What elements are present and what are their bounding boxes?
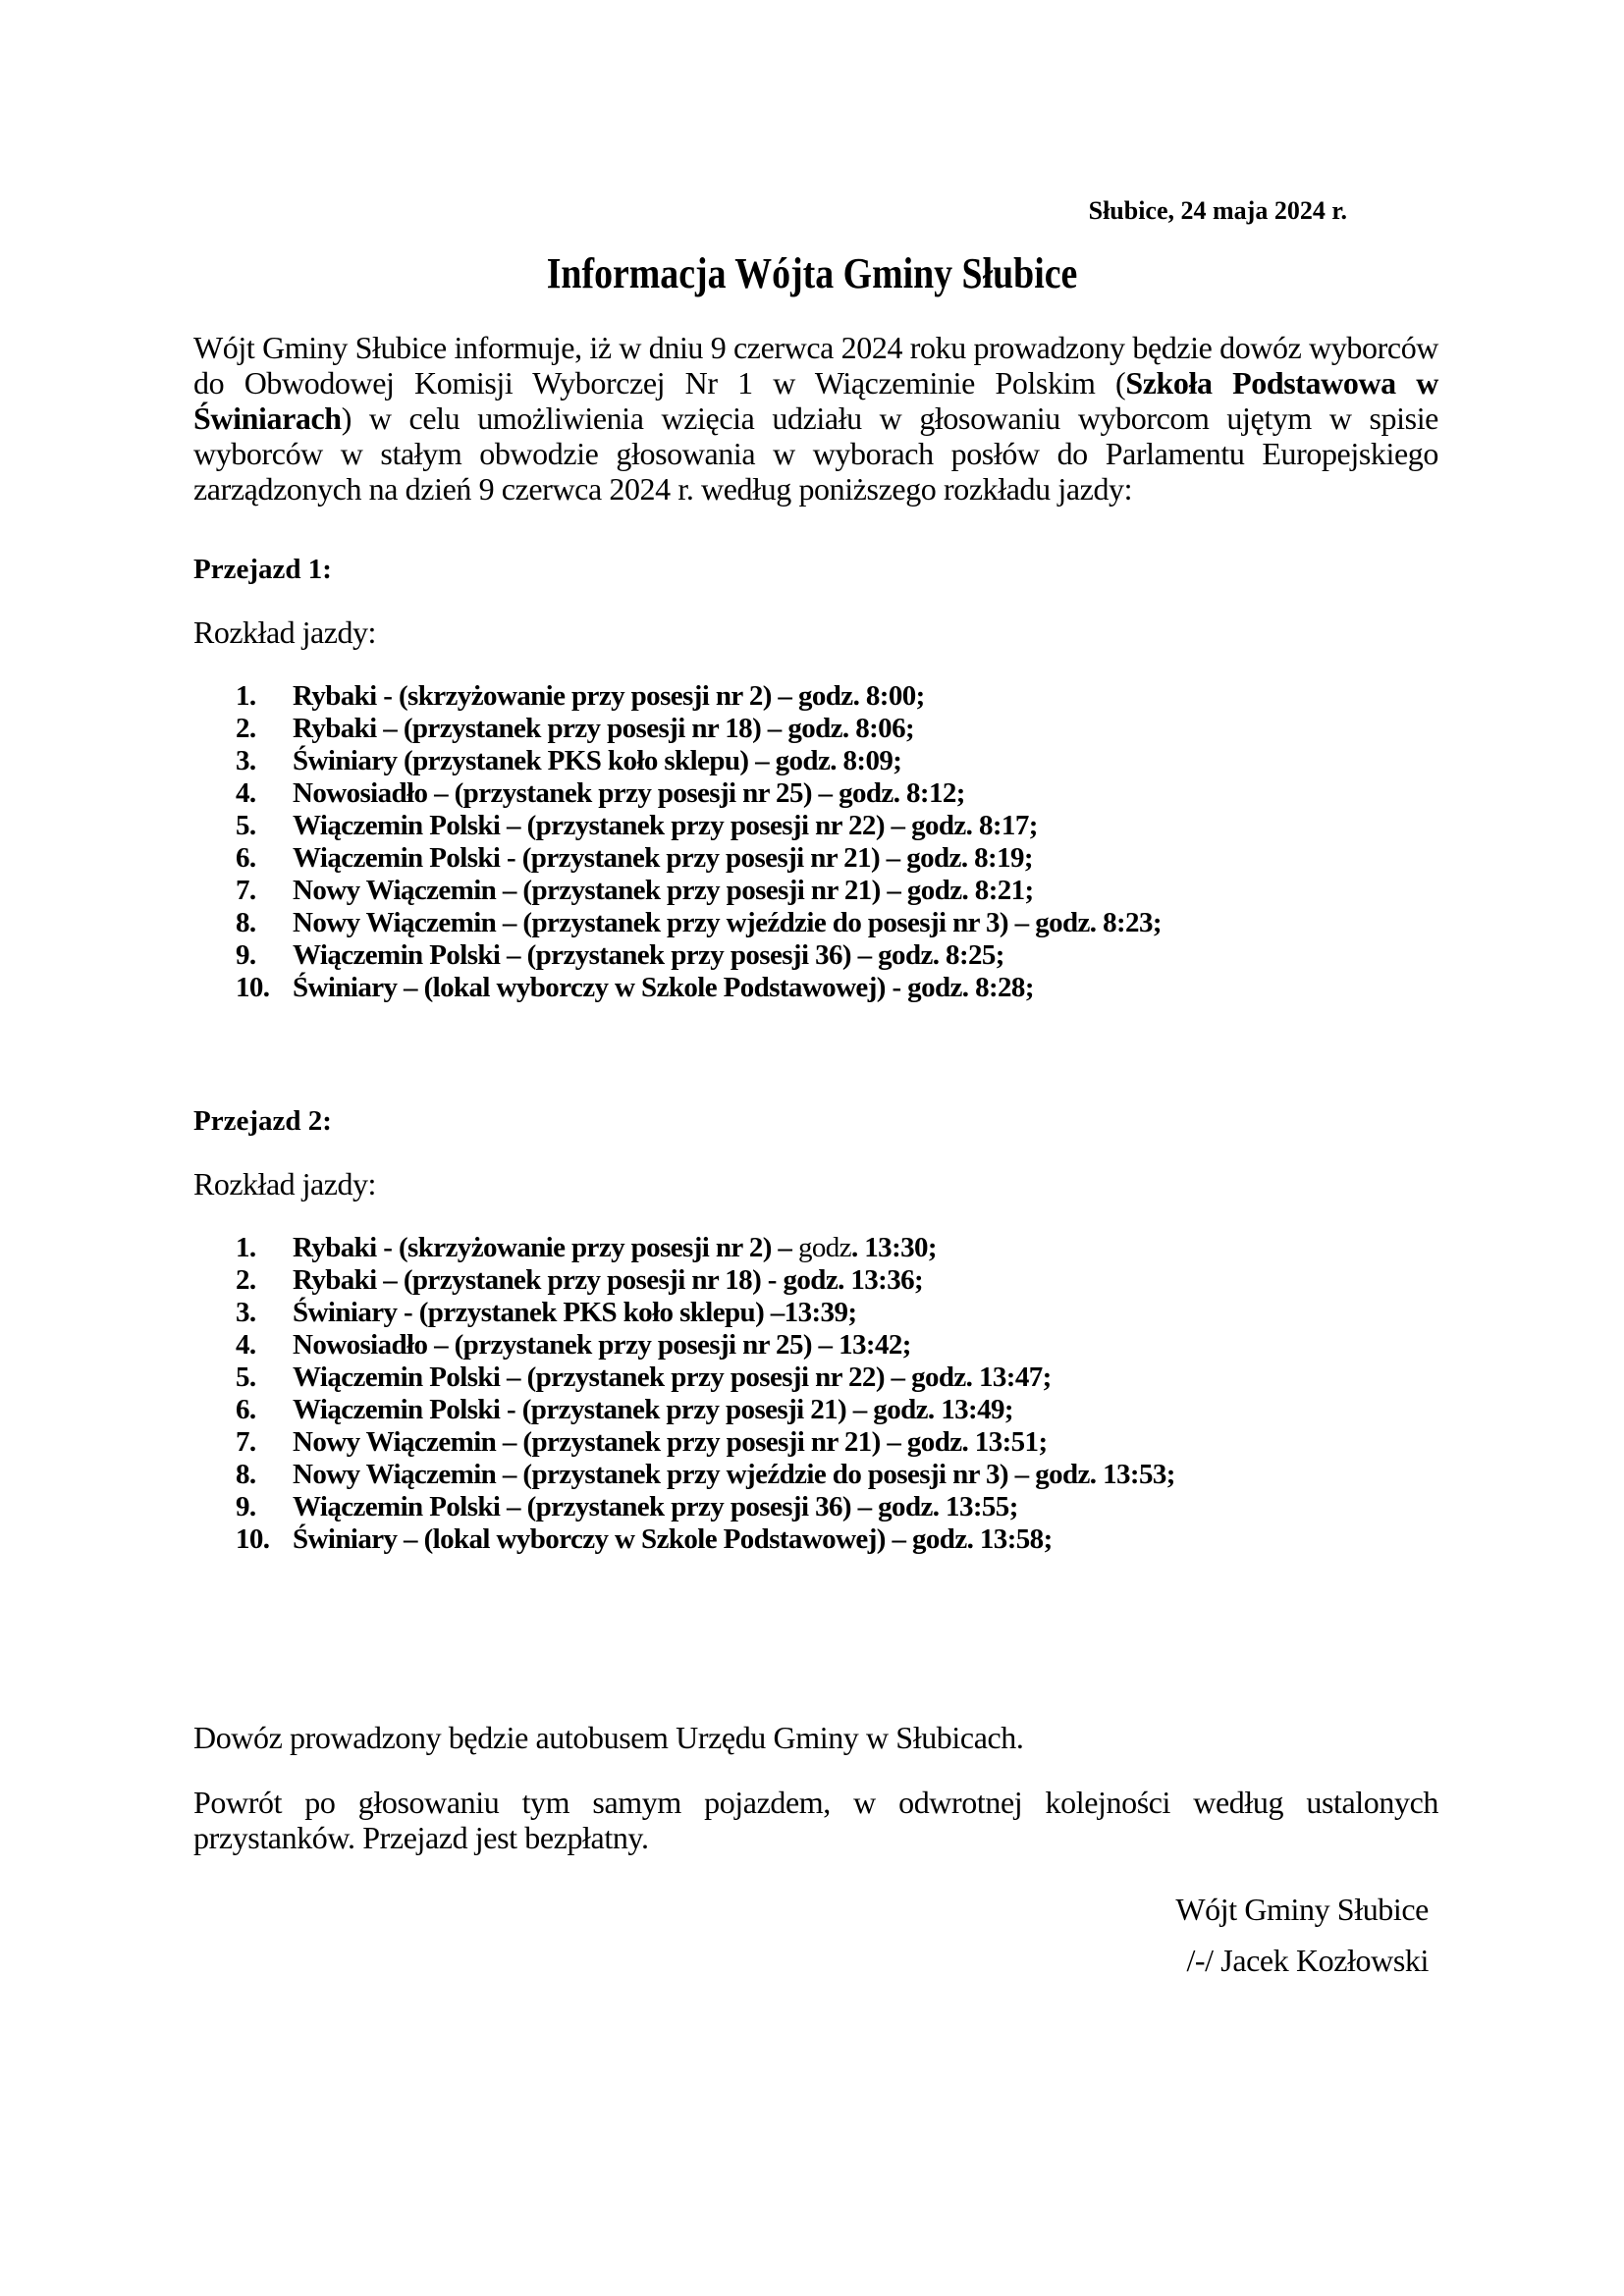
stop-text: Nowy Wiączemin – (przystanek przy posesji nr 21) – godz. 8:21;: [293, 875, 1034, 906]
stop-text-end: . 13:30;: [850, 1232, 937, 1263]
trip-2-schedule-label: Rozkład jazdy:: [193, 1166, 376, 1201]
stop-number: 6.: [236, 1394, 256, 1425]
stop-text: Nowosiadło – (przystanek przy posesji nr 25) – 13:42;: [293, 1329, 911, 1361]
stop-text: Nowy Wiączemin – (przystanek przy posesji nr 21) – godz. 13:51;: [293, 1426, 1048, 1458]
stop-number: 8.: [236, 1459, 256, 1490]
list-item: [236, 1491, 1175, 1523]
place-date: Słubice, 24 maja 2024 r.: [1088, 196, 1347, 225]
list-item: [236, 939, 1162, 972]
list-item: [236, 777, 1162, 810]
list-item: [236, 1523, 1175, 1556]
list-item: [236, 972, 1162, 1004]
trip-2-stops-list: [236, 1232, 1175, 1556]
stop-number: 1.: [236, 680, 256, 712]
list-item: [236, 1297, 1175, 1329]
stop-text-normal: godz: [797, 1232, 851, 1263]
return-note: Powrót po głosowaniu tym samym pojazdem, w odwrotnej kolejności według ustalonych przystanków. Przejazd jest bezpłatny.: [193, 1785, 1438, 1855]
stop-text: Świniary – (lokal wyborczy w Szkole Podstawowej) – godz. 13:58;: [293, 1523, 1053, 1555]
stop-text-part: Rybaki - (skrzyżowanie przy posesji nr 2) –: [293, 1232, 798, 1263]
stop-number: 3.: [236, 745, 256, 776]
stop-text: Świniary (przystanek PKS koło sklepu) – godz. 8:09;: [293, 745, 902, 776]
stop-text: Wiączemin Polski – (przystanek przy posesji 36) – godz. 13:55;: [293, 1491, 1018, 1522]
stop-text: Świniary – (lokal wyborczy w Szkole Podstawowej) - godz. 8:28;: [293, 972, 1034, 1003]
signature-name: /-/ Jacek Kozłowski: [1186, 1943, 1429, 1978]
list-item: [236, 1426, 1175, 1459]
trip-1-heading: Przejazd 1:: [193, 554, 332, 585]
list-item: [236, 1264, 1175, 1297]
trip-1-stops-list: [236, 680, 1162, 1004]
stop-text: Wiączemin Polski – (przystanek przy posesji nr 22) – godz. 8:17;: [293, 810, 1038, 841]
stop-text: Wiączemin Polski – (przystanek przy posesji nr 22) – godz. 13:47;: [293, 1362, 1052, 1393]
stop-number: 6.: [236, 842, 256, 874]
intro-text-2: ) w celu umożliwienia wzięcia udziału w głosowaniu wyborcom ujętym w spisie wyborców w stałym obwodzie głosowania w wyborach posłów do Parlamentu Europejskiego zarządzonych na dzień 9 czerwca 2024 r. według poniższego rozkładu jazdy:: [193, 400, 1438, 507]
signature-title: Wójt Gminy Słubice: [1175, 1892, 1429, 1927]
document-title: Informacja Wójta Gminy Słubice: [546, 249, 1078, 297]
stop-number: 7.: [236, 1426, 256, 1458]
stop-number: 10.: [236, 1523, 270, 1555]
stop-text: Nowy Wiączemin – (przystanek przy wjeździe do posesji nr 3) – godz. 13:53;: [293, 1459, 1175, 1490]
stop-number: 2.: [236, 1264, 256, 1296]
stop-number: 8.: [236, 907, 256, 938]
list-item: [236, 745, 1162, 777]
list-item: [236, 875, 1162, 907]
list-item: [236, 1329, 1175, 1362]
list-item: [236, 713, 1162, 745]
list-item: [236, 1394, 1175, 1426]
intro-paragraph: [193, 330, 1438, 507]
stop-number: 2.: [236, 713, 256, 744]
stop-text: [293, 1232, 937, 1264]
list-item: [236, 1362, 1175, 1394]
stop-text: Nowosiadło – (przystanek przy posesji nr 25) – godz. 8:12;: [293, 777, 965, 809]
stop-text: Rybaki - (skrzyżowanie przy posesji nr 2) – godz. 8:00;: [293, 680, 925, 712]
stop-number: 10.: [236, 972, 270, 1003]
list-item: [236, 907, 1162, 939]
transport-note: Dowóz prowadzony będzie autobusem Urzędu Gminy w Słubicach.: [193, 1720, 1024, 1755]
stop-number: 4.: [236, 777, 256, 809]
list-item: [236, 842, 1162, 875]
list-item: [236, 680, 1162, 713]
stop-number: 5.: [236, 1362, 256, 1393]
stop-text: Wiączemin Polski – (przystanek przy posesji 36) – godz. 8:25;: [293, 939, 1004, 971]
stop-text: Nowy Wiączemin – (przystanek przy wjeździe do posesji nr 3) – godz. 8:23;: [293, 907, 1162, 938]
stop-text: Rybaki – (przystanek przy posesji nr 18) - godz. 13:36;: [293, 1264, 924, 1296]
stop-number: 7.: [236, 875, 256, 906]
stop-number: 9.: [236, 939, 256, 971]
stop-text: Wiączemin Polski - (przystanek przy posesji 21) – godz. 13:49;: [293, 1394, 1013, 1425]
trip-2-heading: Przejazd 2:: [193, 1105, 332, 1137]
stop-number: 1.: [236, 1232, 256, 1263]
stop-number: 9.: [236, 1491, 256, 1522]
stop-text: Wiączemin Polski - (przystanek przy posesji nr 21) – godz. 8:19;: [293, 842, 1033, 874]
stop-text: Rybaki – (przystanek przy posesji nr 18) – godz. 8:06;: [293, 713, 915, 744]
list-item: [236, 810, 1162, 842]
stop-number: 5.: [236, 810, 256, 841]
stop-number: 4.: [236, 1329, 256, 1361]
intro-text-1: Wójt Gminy Słubice informuje, iż w dniu 9 czerwca 2024 roku prowadzony będzie dowóz wyborców do Obwodowej Komisji Wyborczej Nr 1 w Wiączeminie Polskim (: [193, 330, 1438, 400]
list-item: [236, 1459, 1175, 1491]
stop-number: 3.: [236, 1297, 256, 1328]
intro-bold-school: Szkoła Podstawowa w Świniarach: [193, 365, 1438, 436]
list-item: [236, 1232, 1175, 1264]
stop-text: Świniary - (przystanek PKS koło sklepu) –13:39;: [293, 1297, 857, 1328]
trip-1-schedule-label: Rozkład jazdy:: [193, 614, 376, 650]
